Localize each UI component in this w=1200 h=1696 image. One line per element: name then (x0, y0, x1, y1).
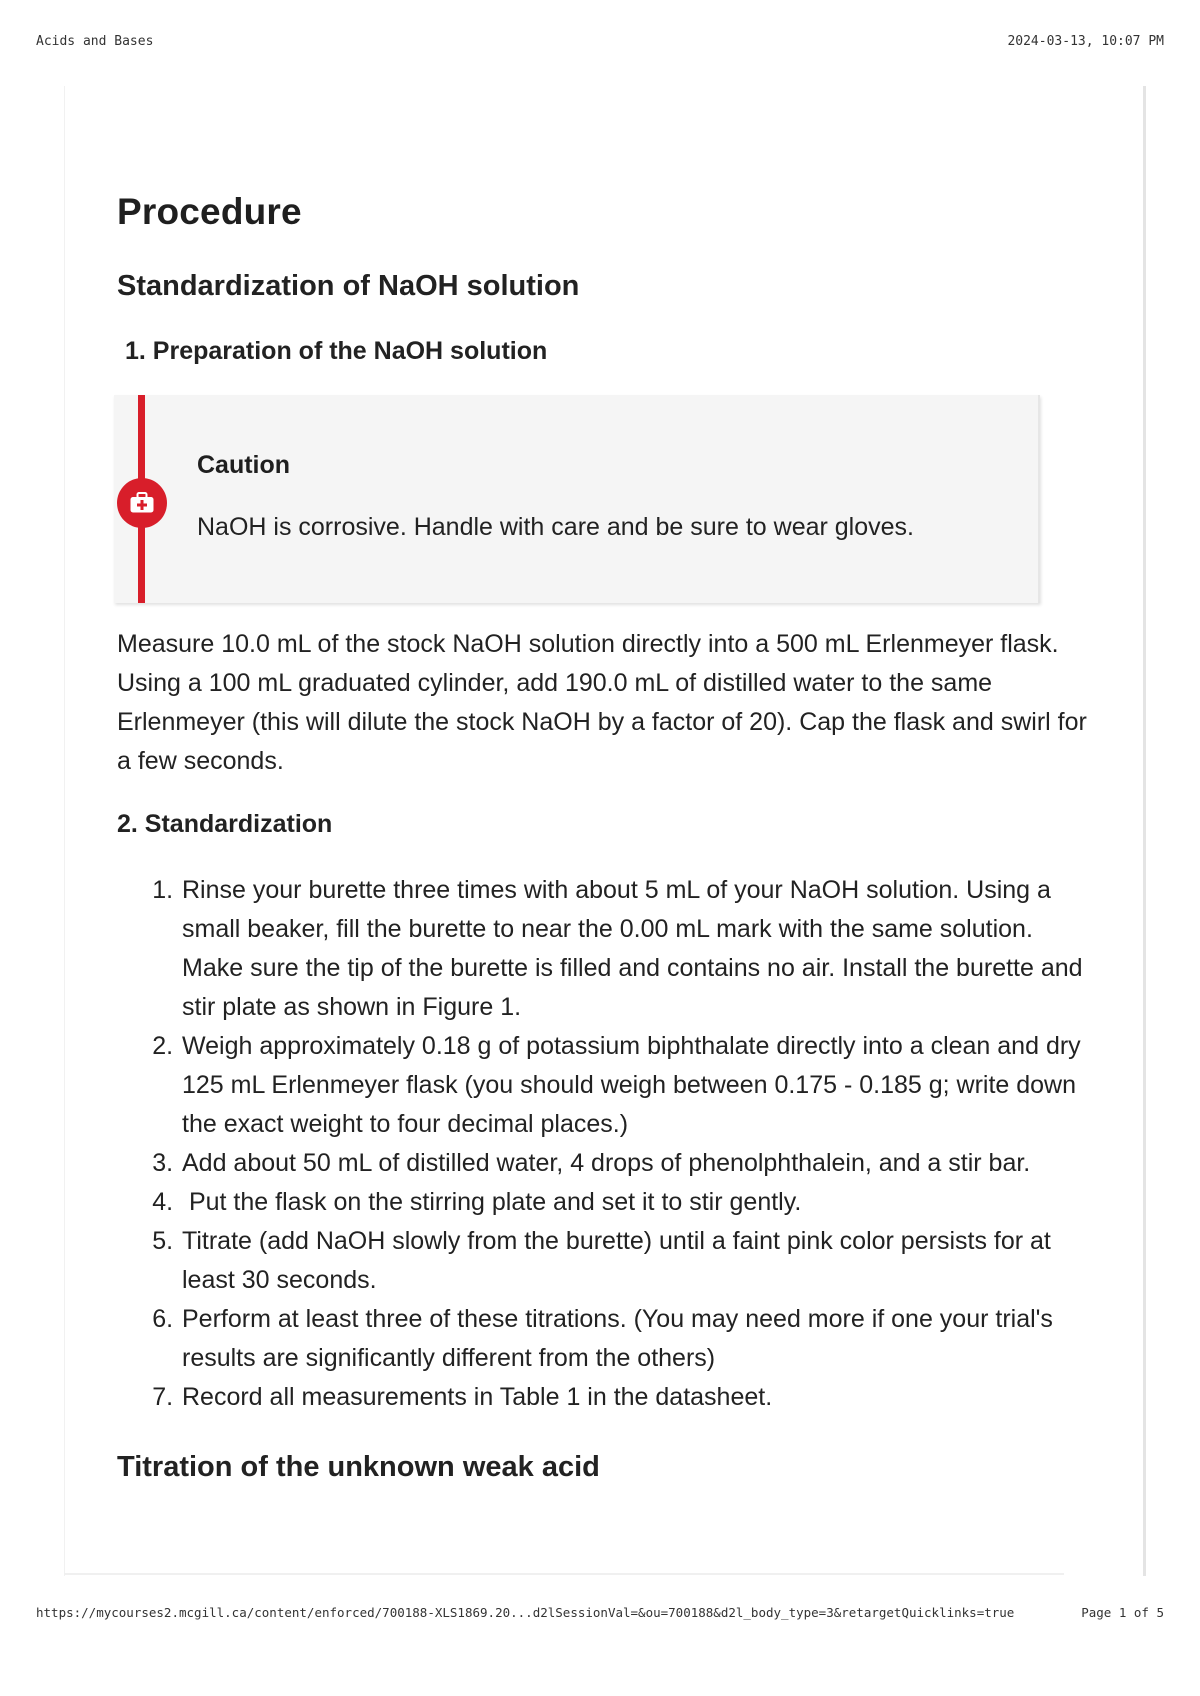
section-title-unknown-acid: Titration of the unknown weak acid (117, 1451, 600, 1483)
print-header-timestamp: 2024-03-13, 10:07 PM (1007, 34, 1164, 49)
caution-callout (114, 395, 1040, 603)
page-title: Procedure (117, 191, 302, 232)
print-footer-url[interactable]: https://mycourses2.mcgill.ca/content/enforced/700188-XLS1869.20...d2lSessionVal=&ou=700188&d2l_body_type=3&retargetQuicklinks=true (36, 1605, 1015, 1620)
list-item: 1. Rinse your burette three times with about 5 mL of your NaOH solution. Using a small beaker, fill the burette to near the 0.00 mL mark with the same solution. Make sure the tip of the burette is filled and contains no air. Install the burette and stir plate as shown in Figure 1. (180, 871, 1097, 1027)
print-header-title: Acids and Bases (36, 34, 154, 49)
step-title-preparation: 1. Preparation of the NaOH solution (125, 337, 548, 365)
print-header (36, 34, 1164, 49)
caution-text: NaOH is corrosive. Handle with care and be sure to wear gloves. (197, 513, 914, 541)
preparation-paragraph: Measure 10.0 mL of the stock NaOH solution directly into a 500 mL Erlenmeyer flask. Using a 100 mL graduated cylinder, add 190.0 mL of distilled water to the same Erlenmeyer (this will dilute the stock NaOH by a factor of 20). Cap the flask and swirl for a few seconds. (117, 630, 1087, 775)
list-item: 2. Weigh approximately 0.18 g of potassium biphthalate directly into a clean and dry 125 mL Erlenmeyer flask (you should weigh between 0.175 - 0.185 g; write down the exact weight to four decimal places.) (180, 1027, 1097, 1144)
document-content (117, 186, 1097, 1487)
standardization-steps-list (117, 871, 1097, 1417)
list-item: 4. Put the flask on the stirring plate and set it to stir gently. (180, 1183, 1097, 1222)
step-title-standardization: 2. Standardization (117, 810, 333, 838)
list-item: 6. Perform at least three of these titrations. (You may need more if one your trial's results are significantly different from the others) (180, 1300, 1097, 1378)
list-item: 7. Record all measurements in Table 1 in the datasheet. (180, 1378, 1097, 1417)
list-item: 5. Titrate (add NaOH slowly from the burette) until a faint pink color persists for at least 30 seconds. (180, 1222, 1097, 1300)
print-footer-page-number: Page 1 of 5 (1081, 1605, 1164, 1620)
print-footer (36, 1605, 1164, 1620)
first-aid-kit-icon (117, 478, 167, 528)
section-title-standardization: Standardization of NaOH solution (117, 270, 580, 302)
page-frame-bottom (64, 1573, 1064, 1575)
list-item: 3. Add about 50 mL of distilled water, 4 drops of phenolphthalein, and a stir bar. (180, 1144, 1097, 1183)
caution-title: Caution (197, 451, 291, 479)
